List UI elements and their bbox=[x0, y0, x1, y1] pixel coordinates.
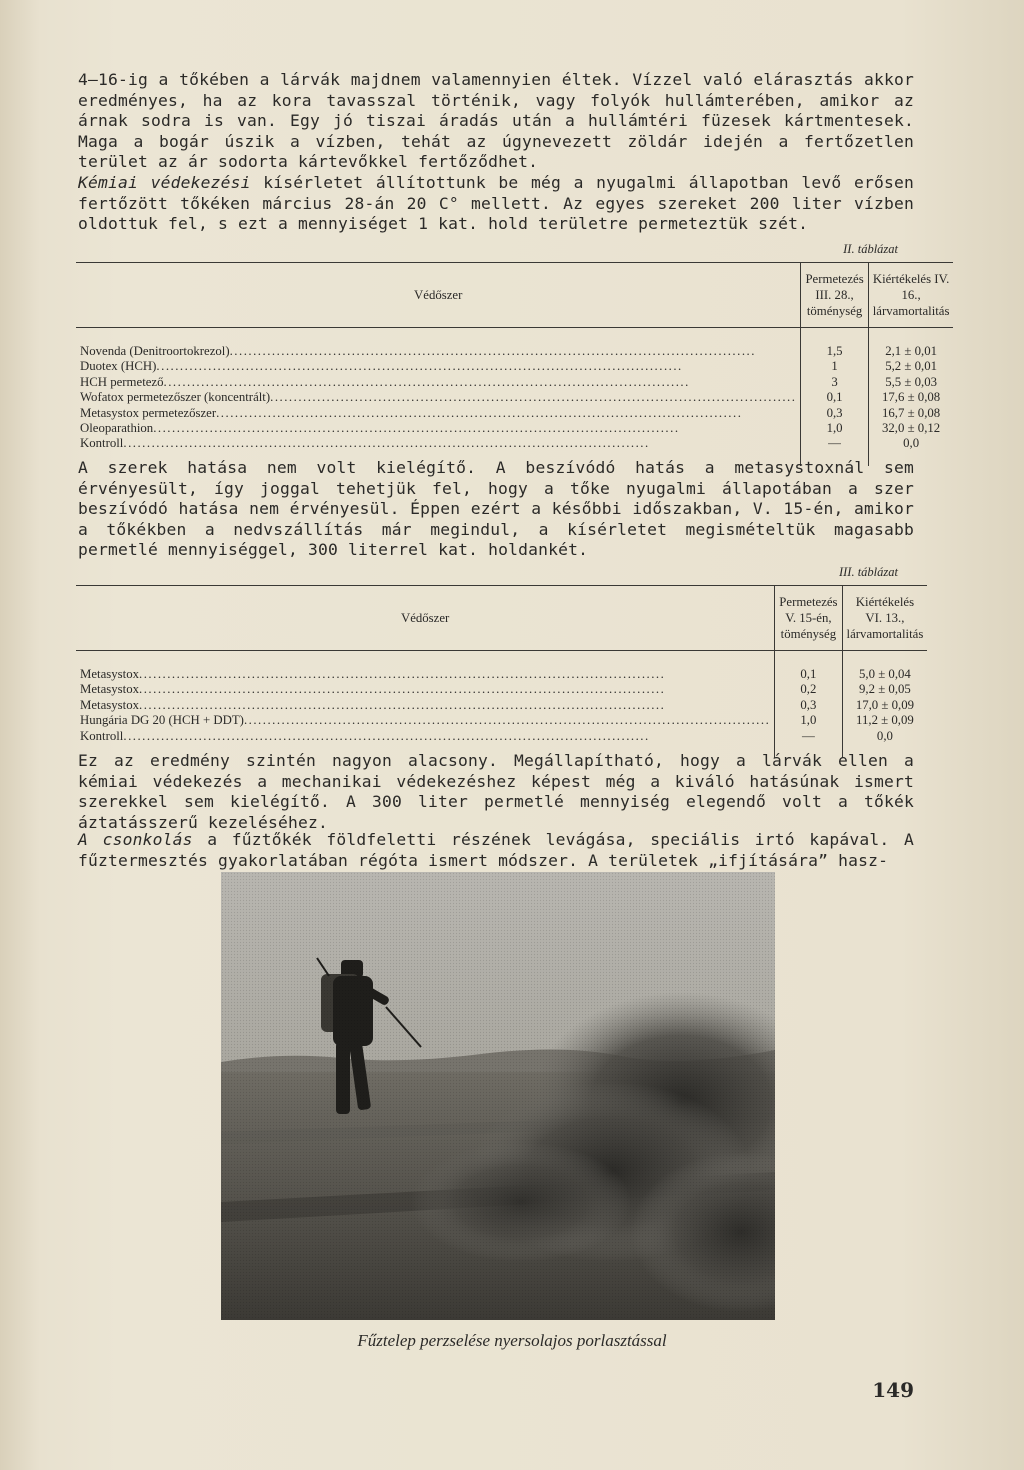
table-3-header-agent: Védőszer bbox=[76, 586, 775, 651]
table-cell-mortality: 0,0 bbox=[903, 436, 920, 451]
table-cell-agent: Wofatox permetezőszer (koncentrált) bbox=[80, 390, 271, 405]
table-3-header-concentration: Permetezés V. 15-én, töménység bbox=[775, 586, 842, 651]
page-number: 149 bbox=[872, 1378, 914, 1402]
table-cell-mortality: 5,5 ± 0,03 bbox=[885, 374, 937, 389]
emphasis-chemical: Kémiai védekezési bbox=[78, 173, 251, 192]
table-2-header-agent: Védőszer bbox=[76, 263, 801, 328]
table-cell-concentration: — bbox=[775, 729, 842, 758]
table-cell-concentration: 1 bbox=[801, 359, 868, 374]
table-row bbox=[76, 682, 927, 697]
table-cell-concentration: 1,5 bbox=[801, 328, 868, 360]
table-cell-mortality: 2,1 ± 0,01 bbox=[885, 344, 937, 358]
paragraph-conclusion: Ez az eredmény szintén nagyon alacsony. Megállapítható, hogy a lárvák ellen a kémiai védekezés a mechanikai védekezéshez képest még a kiváló hatásúnak ismert szerekkel sem kielégítő. A 300 liter permetlé mennyiség elegendő volt a tőkék áztatásszerű kezeléséhez. bbox=[78, 751, 914, 832]
table-row bbox=[76, 698, 927, 713]
table-cell-concentration: 0,1 bbox=[775, 651, 842, 683]
table-2-caption: II. táblázat bbox=[843, 242, 898, 256]
table-cell-mortality: 5,0 ± 0,04 bbox=[859, 667, 911, 681]
emphasis-cutting: A csonkolás bbox=[78, 830, 193, 849]
table-3-header-row bbox=[76, 586, 927, 651]
table-cell-mortality: 32,0 ± 0,12 bbox=[881, 421, 941, 436]
table-cell-agent: Hungária DG 20 (HCH + DDT) bbox=[80, 713, 244, 728]
photo-willow-burning bbox=[221, 872, 775, 1320]
paragraph-results: A szerek hatása nem volt kielégítő. A beszívódó hatás a metasystoxnál sem érvényesült, így joggal tehetjük fel, hogy a tőke nyugalmi állapotában a szer beszívódó hatása nem érvényesül. Éppen ezért a későbbi időszakban, V. 15-én, amikor a tőkékben a nedvszállítás már megindul, a kísérletet megismételtük magasabb permetlé mennyiséggel, 300 literrel kat. holdankét. bbox=[78, 458, 914, 560]
table-cell-mortality: 9,2 ± 0,05 bbox=[859, 682, 911, 697]
table-row bbox=[76, 390, 953, 405]
table-cell-mortality: 0,0 bbox=[876, 728, 893, 743]
table-2 bbox=[76, 262, 953, 466]
paragraph-cutting bbox=[78, 830, 914, 871]
table-row bbox=[76, 421, 953, 436]
table-cell-concentration: 1,0 bbox=[775, 713, 842, 728]
table-cell-concentration: 0,2 bbox=[775, 682, 842, 697]
table-cell-agent: Duotex (HCH) bbox=[80, 359, 157, 374]
table-cell-agent: Kontroll bbox=[80, 728, 124, 743]
table-cell-concentration: 3 bbox=[801, 375, 868, 390]
table-cell-concentration: 0,1 bbox=[801, 390, 868, 405]
table-cell-agent: Metasystox bbox=[80, 697, 140, 712]
table-cell-agent: Metasystox bbox=[80, 667, 140, 681]
photo-caption: Fűztelep perzselése nyersolajos porlasztással bbox=[357, 1331, 667, 1350]
table-3-header-mortality: Kiértékelés VI. 13., lárvamortalitás bbox=[842, 586, 927, 651]
paragraph-cutting-text: a fűztőkék földfeletti részének levágása, speciális irtó kapával. A fűztermesztés gyakorlatában régóta ismert módszer. A területek „ifjítására” hasz- bbox=[78, 830, 914, 870]
table-row bbox=[76, 406, 953, 421]
table-cell-mortality: 17,6 ± 0,08 bbox=[881, 390, 941, 405]
table-cell-mortality: 17,0 ± 0,09 bbox=[855, 697, 915, 712]
table-cell-mortality: 16,7 ± 0,08 bbox=[881, 405, 941, 420]
paragraph-chemical bbox=[78, 173, 914, 235]
table-2-header-concentration: Permetezés III. 28., töménység bbox=[801, 263, 868, 328]
table-row bbox=[76, 713, 927, 728]
table-cell-agent: Oleoparathion bbox=[80, 421, 154, 436]
table-cell-agent: HCH permetező bbox=[80, 374, 164, 389]
table-2-header-row bbox=[76, 263, 953, 328]
table-3-caption: III. táblázat bbox=[838, 565, 898, 579]
table-row bbox=[76, 651, 927, 683]
paragraph-flooding: 4—16-ig a tőkében a lárvák majdnem valamennyien éltek. Vízzel való elárasztás akkor eredményes, ha az kora tavasszal történik, vagy folyók hullámterében, amikor az árnak sodra is van. Egy jó tiszai áradás után a hullámtéri füzesek kártmentesek. Maga a bogár úszik a vízben, tehát az úgynevezett zöldár idején a fertőzetlen terület az ár sodorta kártevőkkel fertőződhet. bbox=[78, 70, 914, 172]
table-cell-mortality: 5,2 ± 0,01 bbox=[885, 359, 937, 374]
table-cell-concentration: — bbox=[801, 436, 868, 465]
paragraph-chemical-text: kísérletet állítottunk be még a nyugalmi állapotban levő erősen fertőzött tőkéken március 28-án 20 C° mellett. Az egyes szereket 200 liter vízben oldottuk fel, s ezt a mennyiséget 1 kat. hold területre permeteztük szét. bbox=[78, 173, 914, 234]
table-cell-mortality: 11,2 ± 0,09 bbox=[856, 713, 914, 728]
table-row bbox=[76, 375, 953, 390]
table-2-header-mortality: Kiértékelés IV. 16., lárvamortalitás bbox=[868, 263, 953, 328]
table-cell-concentration: 0,3 bbox=[775, 698, 842, 713]
table-cell-concentration: 0,3 bbox=[801, 406, 868, 421]
table-cell-agent: Metasystox permetezőszer bbox=[80, 405, 217, 420]
table-cell-agent: Kontroll bbox=[80, 436, 124, 451]
table-row bbox=[76, 359, 953, 374]
table-cell-agent: Novenda (Denitroortokrezol) bbox=[80, 344, 230, 358]
table-cell-concentration: 1,0 bbox=[801, 421, 868, 436]
table-cell-agent: Metasystox bbox=[80, 682, 140, 697]
table-3 bbox=[76, 585, 927, 758]
table-row bbox=[76, 328, 953, 360]
